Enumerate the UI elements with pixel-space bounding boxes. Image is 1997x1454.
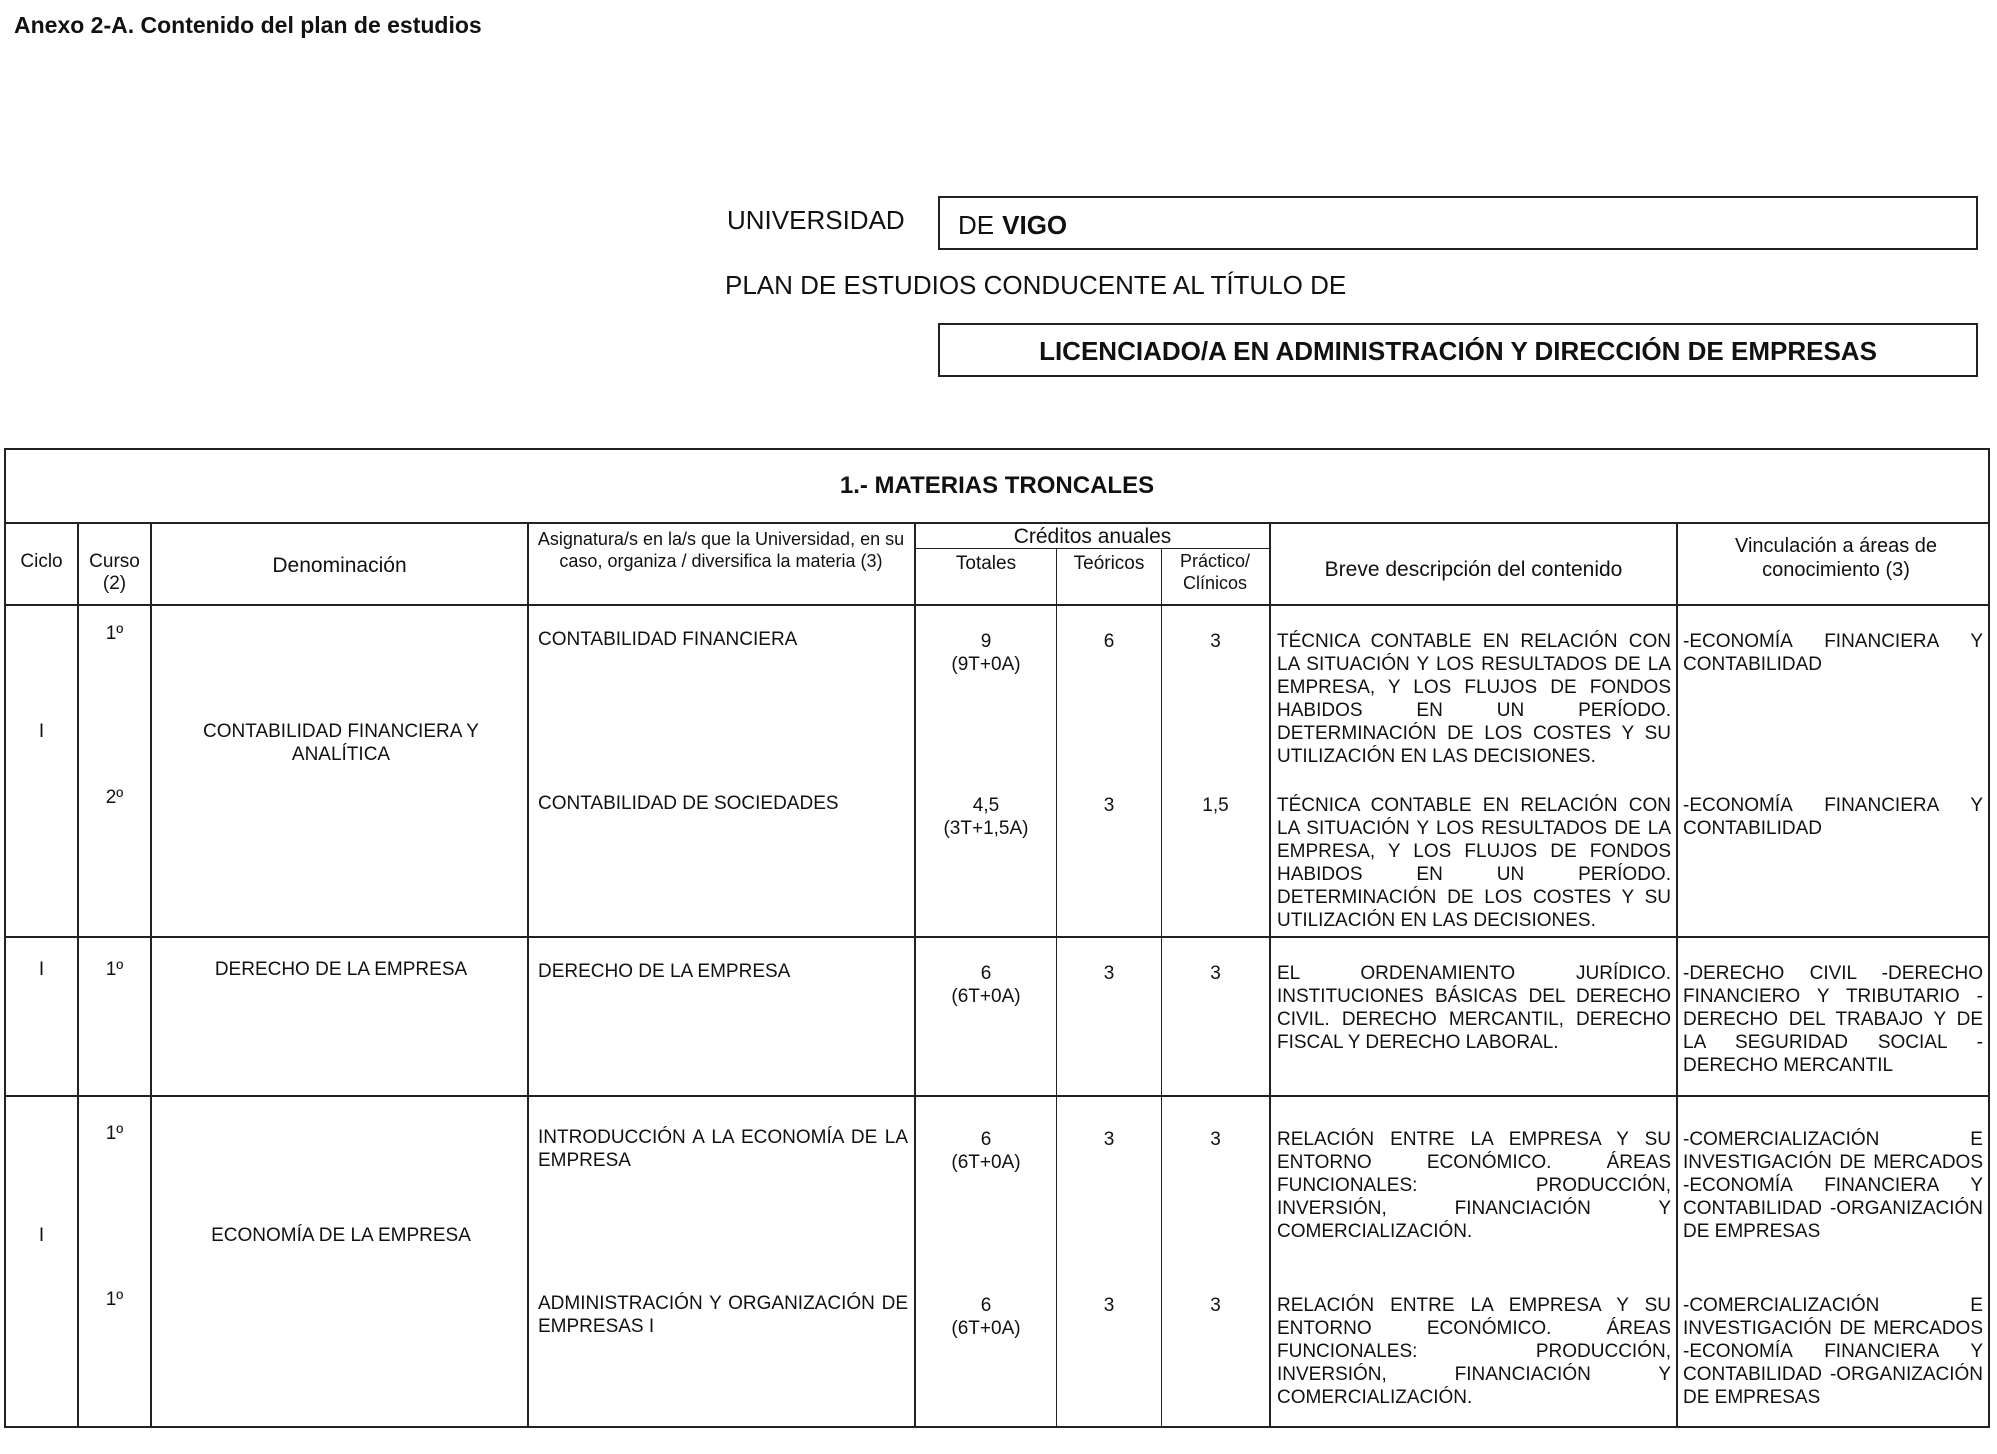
row-3-1-practicos: 3 [1210,1129,1221,1150]
header-top-rule [6,522,1988,524]
row-3-1-curso: 1º [105,1123,124,1144]
row-3-1-asignatura: INTRODUCCIÓN A LA ECONOMÍA DE LA EMPRESA [538,1127,908,1171]
row-3-1-totales: 6 [980,1129,992,1150]
plan-label: PLAN DE ESTUDIOS CONDUCENTE AL TÍTULO DE [725,270,1347,300]
row-2-1-curso: 1º [105,959,124,980]
col-rule-practicos [1269,522,1271,1428]
header-denominacion: Denominación [272,554,407,577]
row-2-1-totales-detail: (6T+0A) [951,986,1021,1007]
group-2-ciclo: I [38,959,45,980]
header-asignatura: Asignatura/s en la/s que la Universidad, en su caso, organiza / diversifica la materia (3) [537,529,905,571]
row-3-1-descripcion: RELACIÓN ENTRE LA EMPRESA Y SU ENTORNO ECONÓMICO. ÁREAS FUNCIONALES: PRODUCCIÓN, INVERSIÓN, FINANCIACIÓN Y COMERCIALIZACIÓN. [1277,1129,1671,1242]
row-1-1-descripcion: TÉCNICA CONTABLE EN RELACIÓN CON LA SITUACIÓN Y LOS RESULTADOS DE LA EMPRESA, Y LOS FLUJOS DE FONDOS HABIDOS EN UN PERÍODO. DETERMINACIÓN DE LOS COSTES Y SU UTILIZACIÓN EN LAS DECISIONES. [1277,631,1671,767]
header-practicos: Práctico/ Clínicos [1179,551,1251,593]
universidad-field [938,196,1978,250]
row-3-2-descripcion: RELACIÓN ENTRE LA EMPRESA Y SU ENTORNO ECONÓMICO. ÁREAS FUNCIONALES: PRODUCCIÓN, INVERSIÓN, FINANCIACIÓN Y COMERCIALIZACIÓN. [1277,1295,1671,1408]
col-rule-descripcion [1676,522,1678,1428]
universidad-name: VIGO [1002,210,1068,240]
header-descripcion: Breve descripción del contenido [1324,558,1623,581]
row-1-1-vinculacion: -ECONOMÍA FINANCIERA Y CONTABILIDAD [1683,631,1983,675]
creditos-rule [914,548,1269,549]
materias-table [4,448,1990,1428]
row-1-1-totales: 9 [980,631,992,652]
row-1-2-vinculacion: -ECONOMÍA FINANCIERA Y CONTABILIDAD [1683,795,1983,839]
row-1-1-asignatura: CONTABILIDAD FINANCIERA [538,629,798,650]
annex-title: Anexo 2-A. Contenido del plan de estudios [14,12,482,38]
row-1-1-practicos: 3 [1210,631,1221,652]
col-rule-curso [150,522,152,1428]
row-3-2-totales-detail: (6T+0A) [951,1318,1021,1339]
row-1-2-descripcion: TÉCNICA CONTABLE EN RELACIÓN CON LA SITUACIÓN Y LOS RESULTADOS DE LA EMPRESA, Y LOS FLUJOS DE FONDOS HABIDOS EN UN PERÍODO. DETERMINACIÓN DE LOS COSTES Y SU UTILIZACIÓN EN LAS DECISIONES. [1277,795,1671,931]
row-2-1-descripcion: EL ORDENAMIENTO JURÍDICO. INSTITUCIONES BÁSICAS DEL DERECHO CIVIL. DERECHO MERCANTIL, DERECHO FISCAL Y DERECHO LABORAL. [1277,963,1671,1053]
header-ciclo: Ciclo [20,551,63,572]
row-3-2-practicos: 3 [1210,1295,1221,1316]
row-2-1-practicos: 3 [1210,963,1221,984]
row-1-2-totales: 4,5 [972,795,1000,816]
row-3-2-curso: 1º [105,1289,124,1310]
section-title: 1.- MATERIAS TRONCALES [839,472,1155,499]
row-1-1-totales-detail: (9T+0A) [951,654,1021,675]
row-3-2-vinculacion: -COMERCIALIZACIÓN E INVESTIGACIÓN DE MERCADOS -ECONOMÍA FINANCIERA Y CONTABILIDAD -ORGANIZACIÓN DE EMPRESAS [1683,1295,1983,1408]
row-3-2-teoricos: 3 [1103,1295,1115,1316]
row-1-2-practicos: 1,5 [1202,795,1229,816]
group-1-denominacion: CONTABILIDAD FINANCIERA Y ANALÍTICA [203,721,479,765]
row-1-1-curso: 1º [105,623,124,644]
degree-title: LICENCIADO/A EN ADMINISTRACIÓN Y DIRECCIÓN DE EMPRESAS [938,323,1978,377]
header-bottom-rule [6,604,1988,606]
group-divider-1 [6,936,1988,938]
row-1-2-asignatura: CONTABILIDAD DE SOCIEDADES [538,793,839,814]
row-1-1-teoricos: 6 [1103,631,1115,652]
group-divider-2 [6,1095,1988,1097]
header-curso-note: (2) [102,573,127,594]
row-1-2-totales-detail: (3T+1,5A) [943,818,1029,839]
row-2-1-vinculacion: -DERECHO CIVIL -DERECHO FINANCIERO Y TRIBUTARIO -DERECHO DEL TRABAJO Y DE LA SEGURIDAD SOCIAL -DERECHO MERCANTIL [1683,963,1983,1076]
row-2-1-teoricos: 3 [1103,963,1115,984]
row-2-1-asignatura: DERECHO DE LA EMPRESA [538,961,791,982]
row-3-1-totales-detail: (6T+0A) [951,1152,1021,1173]
header-vinculacion: Vinculación a áreas de conocimiento (3) [1735,535,1937,581]
header-creditos: Créditos anuales [1013,525,1172,548]
row-3-2-asignatura: ADMINISTRACIÓN Y ORGANIZACIÓN DE EMPRESAS I [538,1293,908,1337]
group-3-ciclo: I [38,1225,45,1246]
row-3-1-vinculacion: -COMERCIALIZACIÓN E INVESTIGACIÓN DE MERCADOS -ECONOMÍA FINANCIERA Y CONTABILIDAD -ORGANIZACIÓN DE EMPRESAS [1683,1129,1983,1242]
group-2-denominacion: DERECHO DE LA EMPRESA [214,959,468,980]
header-curso: Curso [89,551,140,572]
header-teoricos: Teóricos [1073,553,1145,574]
row-1-2-curso: 2º [105,787,124,808]
group-3-denominacion: ECONOMÍA DE LA EMPRESA [211,1225,471,1246]
row-1-2-teoricos: 3 [1103,795,1115,816]
group-1-ciclo: I [38,721,45,742]
universidad-prefix: DE [958,210,995,240]
row-2-1-totales: 6 [980,963,992,984]
universidad-label: UNIVERSIDAD [727,205,905,235]
header-totales: Totales [955,553,1017,574]
row-3-2-totales: 6 [980,1295,992,1316]
col-rule-denominacion [527,522,529,1428]
row-3-1-teoricos: 3 [1103,1129,1115,1150]
